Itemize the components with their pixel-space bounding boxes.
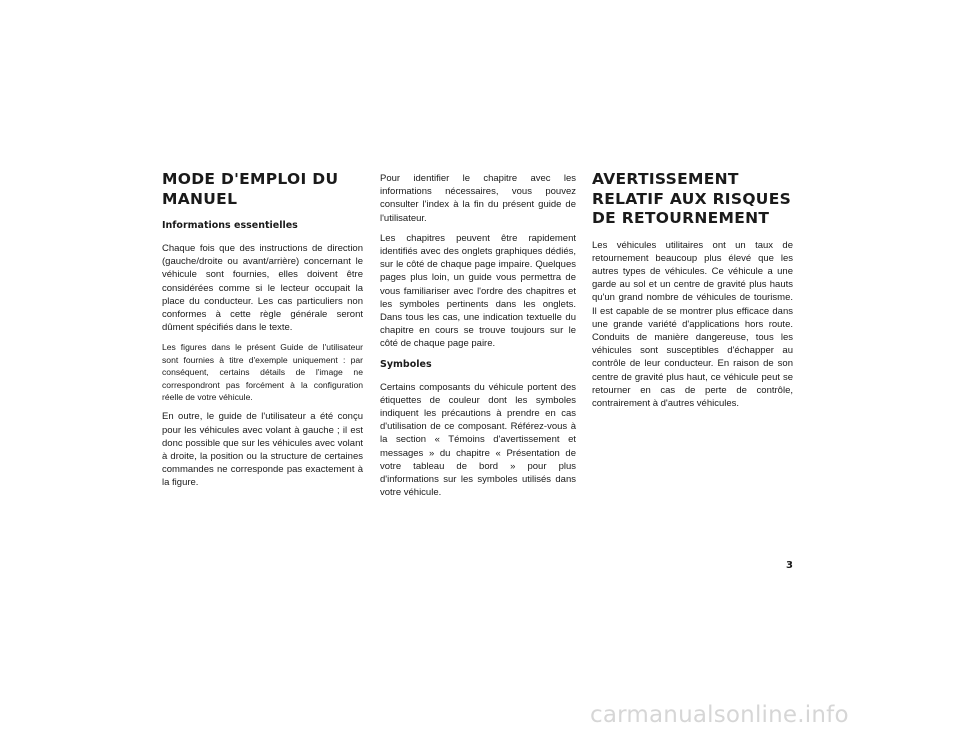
column-left xyxy=(162,170,363,497)
section-title-manual-usage: MODE D'EMPLOI DU MANUEL xyxy=(162,170,339,208)
subsection-title-essential-info: Informations essentielles xyxy=(162,220,298,231)
subsection-title-symbols: Symboles xyxy=(380,358,432,370)
paragraph-figures: Les figures dans le présent Guide de l'utilisateur sont fournies à titre d'exemple uniquement : par conséquent, certains détails de l'image ne correspondront pas forcément à la configuration réelle de votre véhicule. xyxy=(162,342,363,403)
column-right xyxy=(592,170,793,417)
paragraph-symbols: Certains composants du véhicule portent des étiquettes de couleur dont les symboles indiquent les précautions à prendre en cas d'utilisation de ce composant. Référez-vous à la section « Témoins d'avertissement et messages » du chapitre « Présentation de votre tableau de bord » pour plus d'informations sur les symboles utilisés dans votre véhicule. xyxy=(380,381,576,499)
column-middle xyxy=(380,172,576,506)
watermark-text: carmanualsonline.info xyxy=(590,702,849,728)
section-title-rollover-warning: AVERTISSEMENT RELATIF AUX RISQUES DE RETOURNEMENT xyxy=(592,170,792,227)
page-number: 3 xyxy=(786,560,793,571)
paragraph-index: Pour identifier le chapitre avec les informations nécessaires, vous pouvez consulter l'index à la fin du présent guide de l'utilisateur. xyxy=(380,173,576,224)
paragraph-chapters: Les chapitres peuvent être rapidement identifiés avec des onglets graphiques dédiés, sur le côté de chaque page impaire. Quelques pages plus loin, un guide vous permettra de vous familiariser avec l'ordre des chapitres et les symboles pertinents dans les onglets. Dans tous les cas, une indication textuelle du chapitre en cours se trouve toujours sur le côté de chaque page paire. xyxy=(380,232,576,350)
paragraph-directions: Chaque fois que des instructions de direction (gauche/droite ou avant/arrière) concernant le véhicule sont fournies, elles doivent être considérées comme si le lecteur occupait la place du conducteur. Les cas particuliers non conformes à cette règle générale seront dûment spécifiés dans le texte. xyxy=(162,243,363,334)
paragraph-rollover: Les véhicules utilitaires ont un taux de retournement beaucoup plus élevé que les autres types de véhicules. Ce véhicule a une garde au sol et un centre de gravité plus hauts qu'un grand nombre de véhicules de tourisme. Il est capable de se montrer plus efficace dans une grande variété d'applications hors route. Conduits de manière dangereuse, tous les véhicules sont susceptibles d'échapper au contrôle de leur conducteur. En raison de son centre de gravité plus haut, ce véhicule peut se retourner en cas de perte de contrôle, contrairement à d'autres véhicules. xyxy=(592,239,793,409)
paragraph-left-hand-drive: En outre, le guide de l'utilisateur a été conçu pour les véhicules avec volant à gauche ; il est donc possible que sur les véhicules avec volant à droite, la position ou la structure de certaines commandes ne corresponde pas exactement à la figure. xyxy=(162,411,363,489)
